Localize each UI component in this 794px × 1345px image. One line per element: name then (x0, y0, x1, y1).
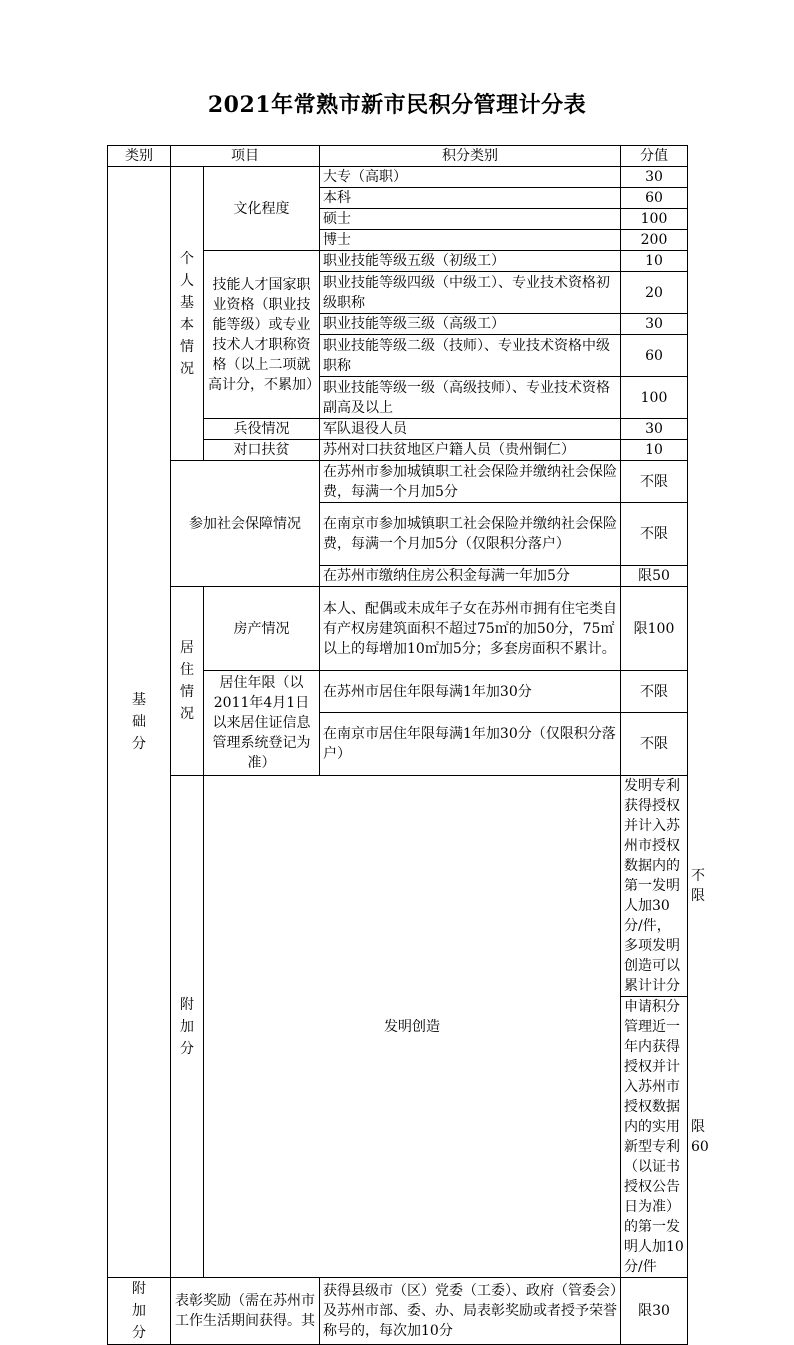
score-table (107, 145, 709, 1345)
row-desc: 在苏州市缴纳住房公积金每满一年加5分 (320, 566, 621, 587)
group-addon-award: 附加分 (108, 1278, 171, 1345)
row-score: 200 (621, 230, 688, 251)
row-desc: 发明专利获得授权并计入苏州市授权数据内的第一发明人加30分/件，多项发明创造可以累计计分 (621, 776, 688, 997)
row-score: 不限 (621, 671, 688, 713)
item-education: 文化程度 (204, 167, 320, 251)
header-score: 分值 (621, 146, 688, 167)
row-desc: 苏州对口扶贫地区户籍人员（贵州铜仁） (320, 440, 621, 461)
row-score: 60 (621, 335, 688, 377)
row-score: 10 (621, 440, 688, 461)
item-residence-years: 居住年限（以2011年4月1日以来居住证信息管理系统登记为准） (204, 671, 320, 776)
header-category: 类别 (108, 146, 171, 167)
row-desc: 博士 (320, 230, 621, 251)
row-desc: 获得县级市（区）党委（工委）、政府（管委会）及苏州市部、委、办、局表彰奖励或者授予荣誉称号的，每次加10分 (320, 1278, 621, 1345)
item-military: 兵役情况 (204, 419, 320, 440)
table-row: 附加分 发明创造 发明专利获得授权并计入苏州市授权数据内的第一发明人加30分/件，多项发明创造可以累计计分 不限 (108, 776, 688, 997)
table-row (108, 1278, 688, 1345)
row-score: 不限 (621, 503, 688, 566)
row-desc: 本科 (320, 188, 621, 209)
row-desc: 职业技能等级二级（技师）、专业技术资格中级职称 (320, 335, 621, 377)
row-desc: 本人、配偶或未成年子女在苏州市拥有住宅类自有产权房建筑面积不超过75㎡的加50分，75㎡以上的每增加10㎡加5分；多套房面积不累计。 (320, 587, 621, 671)
item-skill: 技能人才国家职业资格（职业技能等级）或专业技术人才职称资格（以上二项就高计分，不累加） (204, 251, 320, 419)
row-score: 不限 (621, 713, 688, 776)
row-score: 100 (621, 209, 688, 230)
row-score: 100 (621, 377, 688, 419)
item-invention: 发明创造 (204, 776, 621, 1278)
table-row (108, 461, 688, 503)
table-row (108, 167, 688, 188)
row-score: 20 (621, 272, 688, 314)
row-score: 60 (621, 188, 688, 209)
table-header-row (108, 146, 688, 167)
item-social: 参加社会保障情况 (171, 461, 320, 587)
row-desc: 职业技能等级五级（初级工） (320, 251, 621, 272)
row-score: 30 (621, 314, 688, 335)
table-row (108, 587, 688, 671)
item-housing: 房产情况 (204, 587, 320, 671)
row-desc: 在苏州市参加城镇职工社会保险并缴纳社会保险费，每满一个月加5分 (320, 461, 621, 503)
row-desc: 在苏州市居住年限每满1年加30分 (320, 671, 621, 713)
row-score: 限30 (621, 1278, 688, 1345)
page-title: 2021年常熟市新市民积分管理计分表 (207, 92, 587, 118)
table-row: 申请积分管理近一年内获得授权并计入苏州市授权数据内的实用新型专利（以证书授权公告日为准）的第一发明人加10分/件 限60 (108, 997, 688, 1278)
row-score: 限100 (621, 587, 688, 671)
row-score: 30 (621, 167, 688, 188)
row-score: 限50 (621, 566, 688, 587)
group-basic: 基础分 (108, 167, 171, 1278)
group-personal: 个人基本情况 (171, 167, 204, 461)
row-desc: 硕士 (320, 209, 621, 230)
header-points-type: 积分类别 (320, 146, 621, 167)
group-addon-invention: 附加分 (171, 776, 204, 1278)
row-score: 30 (621, 419, 688, 440)
row-desc: 职业技能等级四级（中级工）、专业技术资格初级职称 (320, 272, 621, 314)
row-score: 10 (621, 251, 688, 272)
row-desc: 大专（高职） (320, 167, 621, 188)
group-residence: 居住情况 (171, 587, 204, 776)
score-table-wrapper (107, 145, 709, 1345)
row-desc: 职业技能等级一级（高级技师）、专业技术资格副高及以上 (320, 377, 621, 419)
row-desc: 在南京市参加城镇职工社会保险并缴纳社会保险费，每满一个月加5分（仅限积分落户） (320, 503, 621, 566)
row-desc: 军队退役人员 (320, 419, 621, 440)
item-award: 表彰奖励（需在苏州市工作生活期间获得。其 (171, 1278, 320, 1345)
item-poverty: 对口扶贫 (204, 440, 320, 461)
header-item: 项目 (171, 146, 320, 167)
row-desc: 申请积分管理近一年内获得授权并计入苏州市授权数据内的实用新型专利（以证书授权公告日为准）的第一发明人加10分/件 (621, 997, 688, 1278)
row-score: 不限 (621, 461, 688, 503)
row-desc: 职业技能等级三级（高级工） (320, 314, 621, 335)
row-desc: 在南京市居住年限每满1年加30分（仅限积分落户） (320, 713, 621, 776)
